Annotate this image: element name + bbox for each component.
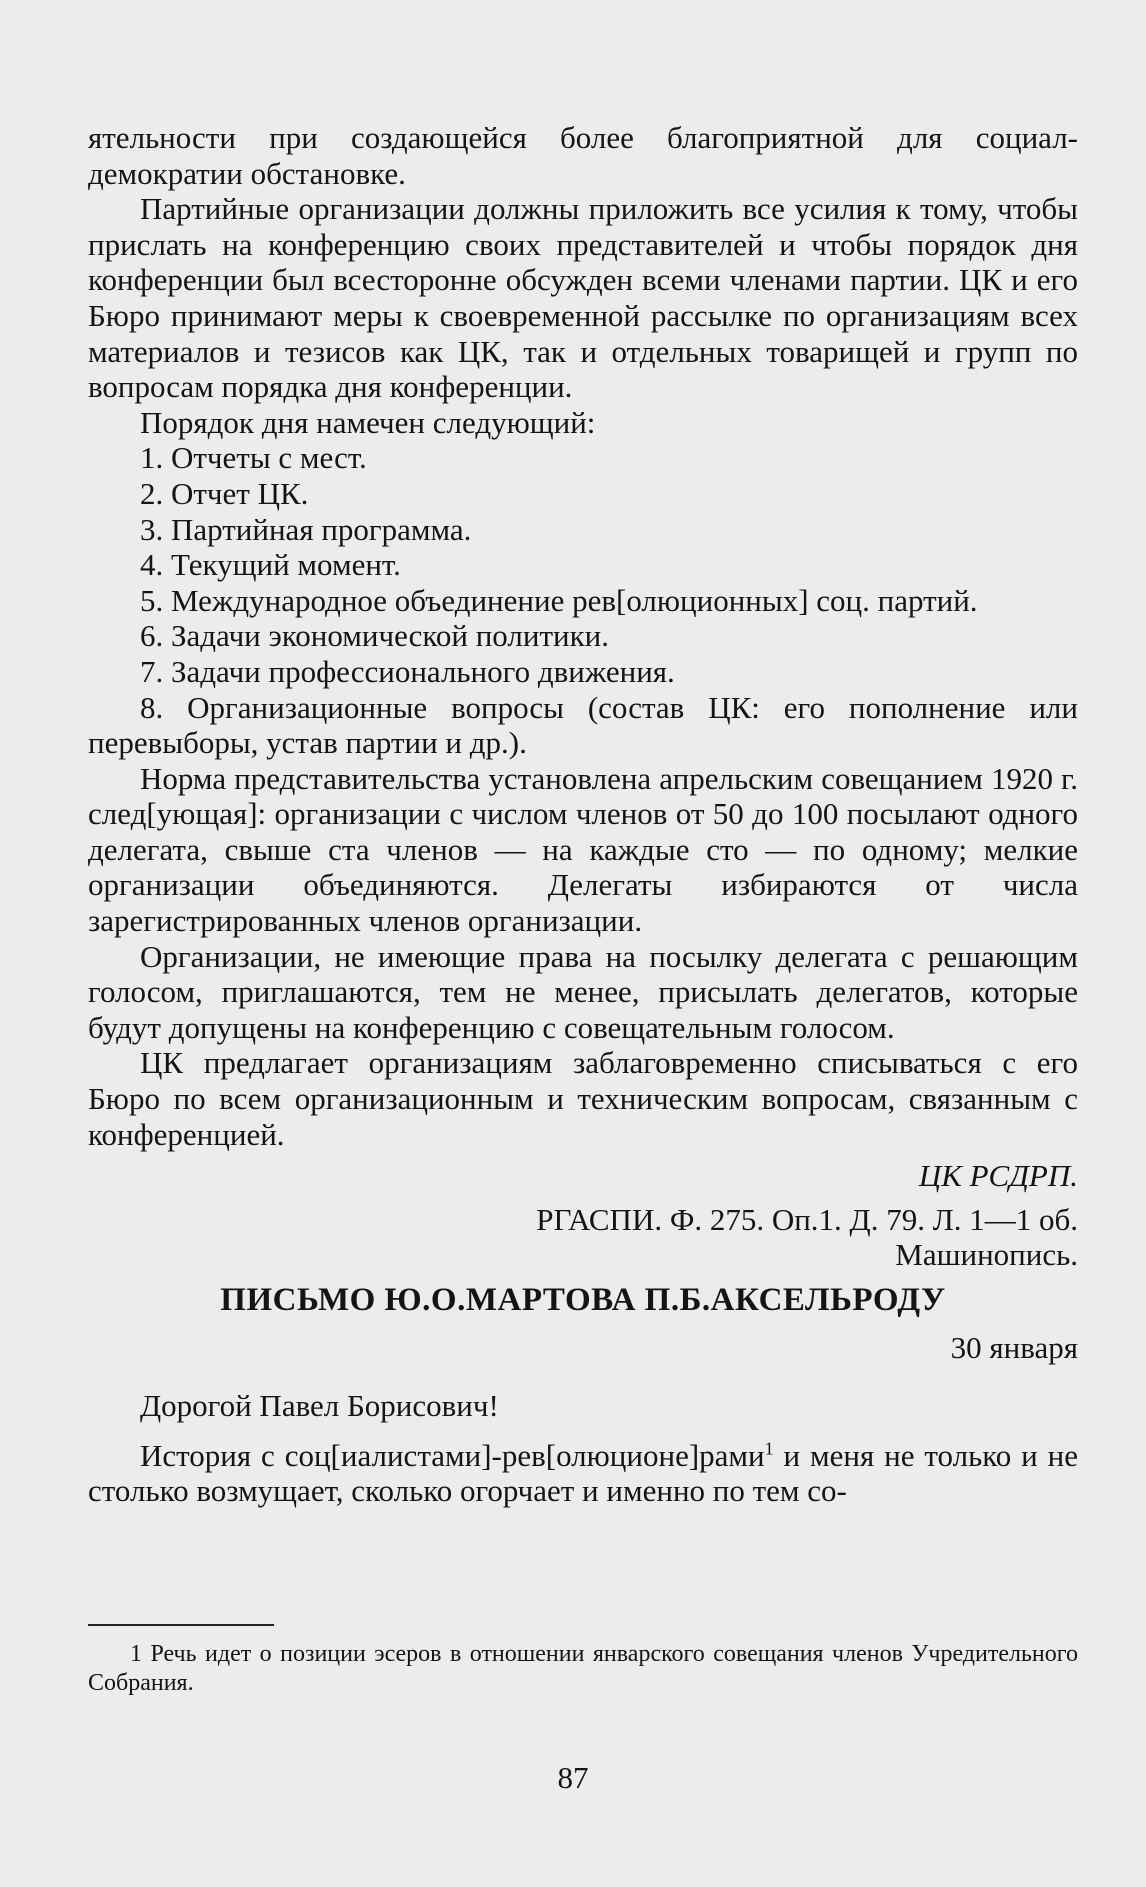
letter-body <box>88 1388 1078 1509</box>
letter-salutation: Дорогой Павел Борисович! <box>140 1388 499 1423</box>
paragraph-continuation: ятельности при создающейся более благоприятной для социал-демократии обстановке. <box>88 120 1078 191</box>
footnote-mark: 1 <box>130 1641 142 1667</box>
letter-text-start: История с соц[иалистами]-рев[олюционе]рами <box>140 1437 765 1473</box>
page-number: 87 <box>557 1760 589 1795</box>
agenda-item: 6. Задачи экономической политики. <box>140 618 609 654</box>
letter-paragraph <box>88 1438 1078 1509</box>
archive-type: Машинопись. <box>895 1237 1078 1273</box>
paragraph-party-organizations: Партийные организации должны приложить все усилия к тому, чтобы прислать на конференцию своих представителей и чтобы порядок дня конференции был всесторонне обсужден всеми членами партии. ЦК и его Бюро принимают меры к своевременной рассылке по организациям всех материалов и тезисов как ЦК, так и отдельных товарищей и групп по вопросам порядка дня конференции. <box>88 191 1078 405</box>
agenda-list <box>88 440 1078 760</box>
agenda-item: 5. Международное объединение рев[олюционных] соц. партий. <box>140 582 978 618</box>
signature: ЦК РСДРП. <box>918 1158 1078 1194</box>
agenda-item: 1. Отчеты с мест. <box>140 440 367 476</box>
agenda-item: 4. Текущий момент. <box>140 547 401 583</box>
paragraph-invitations: Организации, не имеющие права на посылку делегата с решающим голосом, приглашаются, тем не менее, присылать делегатов, которые будут допущены на конференцию с совещательным голосом. <box>88 938 1078 1045</box>
footnote <box>88 1640 1078 1698</box>
paragraph-correspondence: ЦК предлагает организациям заблаговременно списываться с его Бюро по всем организационным и техническим вопросам, связанным с конференцией. <box>88 1045 1078 1152</box>
document-body <box>88 120 1078 1273</box>
agenda-item: 7. Задачи профессионального движения. <box>140 653 675 689</box>
agenda-intro: Порядок дня намечен следующий: <box>140 404 596 440</box>
letter-text-end: и меня не только и не столько возмущает, сколько огорчает и именно по тем со- <box>88 1437 1078 1509</box>
letter-date: 30 января <box>950 1330 1078 1365</box>
agenda-item: 2. Отчет ЦК. <box>140 475 309 511</box>
letter-heading: ПИСЬМО Ю.О.МАРТОВА П.Б.АКСЕЛЬРОДУ <box>220 1282 946 1318</box>
agenda-item: 8. Организационные вопросы (состав ЦК: его пополнение или перевыборы, устав партии и др.). <box>88 689 1078 761</box>
archive-reference: РГАСПИ. Ф. 275. Оп.1. Д. 79. Л. 1—1 об. <box>536 1201 1078 1237</box>
footnote-reference[interactable]: 1 <box>764 1438 774 1459</box>
footnote-divider <box>88 1624 274 1626</box>
paragraph-representation-norm: Норма представительства установлена апрельским совещанием 1920 г. след[ующая]: организации с числом членов от 50 до 100 посылают одного делегата, свыше ста членов — на каждые сто — по одному; мелкие организации объединяются. Делегаты избираются от числа зарегистрированных членов организации. <box>88 760 1078 939</box>
footnote-text: Речь идет о позиции эсеров в отношении январского совещания членов Учредительного Собрания. <box>88 1641 1078 1696</box>
agenda-item: 3. Партийная программа. <box>140 511 472 547</box>
